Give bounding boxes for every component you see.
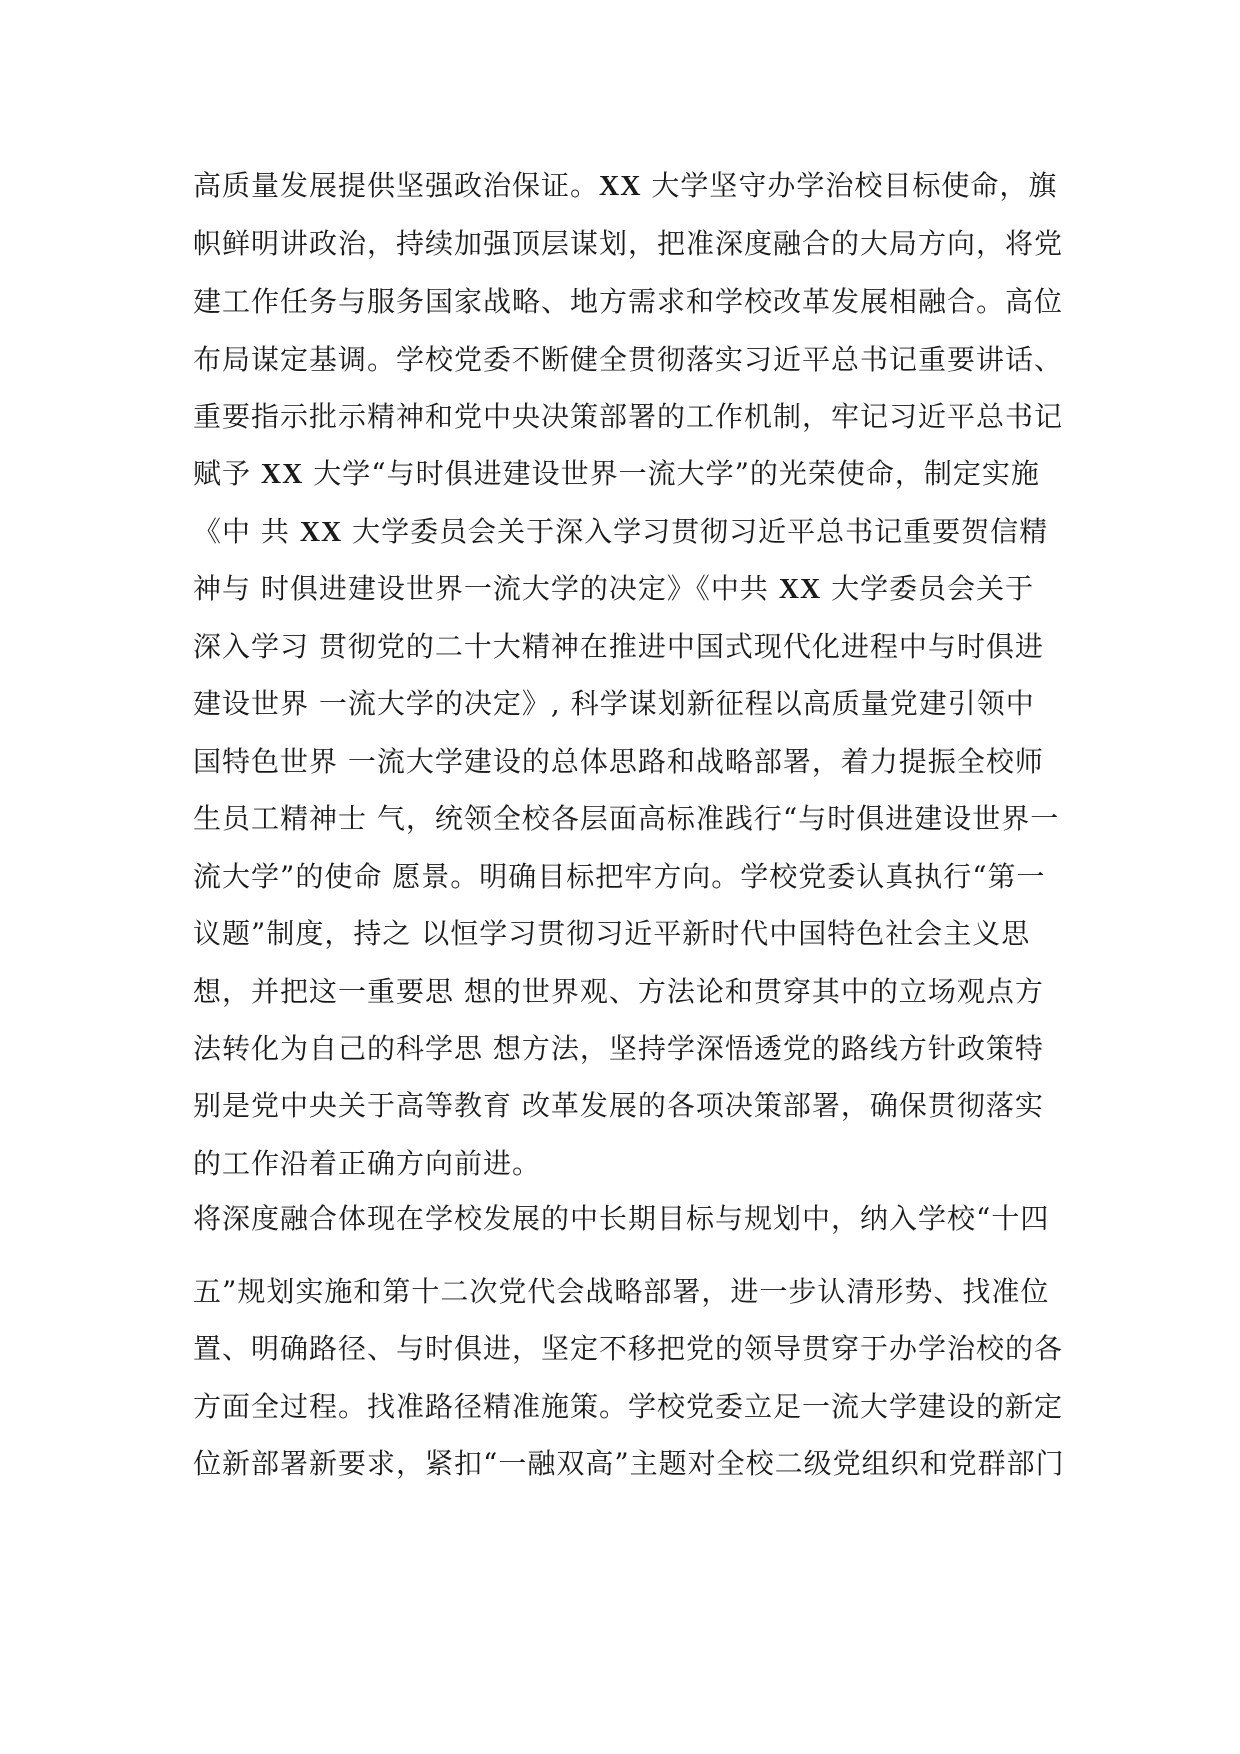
text-line: 的工作沿着正确方向前进。: [193, 1147, 542, 1180]
bold-xx-text: XX: [260, 459, 304, 490]
text-line: 五”规划实施和第十二次党代会战略部署，进一步认清形势、找准位: [193, 1275, 1050, 1308]
bold-xx-text: XX: [599, 171, 642, 202]
text-line: 建设世界 一流大学的决定》, 科学谋划新征程以高质量党建引领中: [193, 687, 1035, 720]
text-line: 《中 共 XX 大学委员会关于深入学习贯彻习近平总书记重要贺信精: [193, 515, 1049, 548]
text-line: 方面全过程。找准路径精准施策。学校党委立足一流大学建设的新定: [193, 1390, 1064, 1423]
text-line: 布局谋定基调。学校党委不断健全贯彻落实习近平总书记重要讲话、: [193, 343, 1064, 376]
text-line: 深入学习 贯彻党的二十大精神在推进中国式现代化进程中与时俱进: [193, 630, 1044, 663]
text-line: 将深度融合体现在学校发展的中长期目标与规划中，纳入学校“十四: [193, 1202, 1050, 1235]
text-line: 帜鲜明讲政治，持续加强顶层谋划，把准深度融合的大局方向，将党: [193, 227, 1064, 260]
text-line: 流大学”的使命 愿景。明确目标把牢方向。学校党委认真执行“第一: [193, 860, 1046, 893]
text-line: 国特色世界 一流大学建设的总体思路和战略部署，着力提振全校师: [193, 745, 1044, 778]
text-line: 想，并把这一重要思 想的世界观、方法论和贯穿其中的立场观点方: [193, 975, 1044, 1008]
text-line: 建工作任务与服务国家战略、地方需求和学校改革发展相融合。高位: [193, 285, 1064, 318]
text-line: 高质量发展提供坚强政治保证。XX 大学坚守办学治校目标使命，旗: [193, 169, 1058, 202]
text-line: 别是党中央关于高等教育 改革发展的各项决策部署，确保贯彻落实: [193, 1089, 1044, 1122]
bold-xx-text: XX: [778, 574, 822, 605]
text-line: 神与 时俱进建设世界一流大学的决定》《中共 XX 大学委员会关于: [193, 572, 1035, 605]
bold-xx-text: XX: [299, 517, 343, 548]
text-line: 位新部署新要求，紧扣“一融双高”主题对全校二级党组织和党群部门: [193, 1447, 1065, 1480]
text-line: 赋予 XX 大学“与时俱进建设世界一流大学”的光荣使命，制定实施: [193, 457, 1040, 490]
text-line: 置、明确路径、与时俱进，坚定不移把党的领导贯穿于办学治校的各: [193, 1332, 1064, 1365]
text-line: 生员工精神士 气，统领全校各层面高标准践行“与时俱进建设世界一: [193, 802, 1060, 835]
text-line: 议题”制度，持之 以恒学习贯彻习近平新时代中国特色社会主义思: [193, 917, 1031, 950]
text-line: 重要指示批示精神和党中央决策部署的工作机制，牢记习近平总书记: [193, 400, 1064, 433]
text-line: 法转化为自己的科学思 想方法，坚持学深悟透党的路线方针政策特: [193, 1032, 1044, 1065]
